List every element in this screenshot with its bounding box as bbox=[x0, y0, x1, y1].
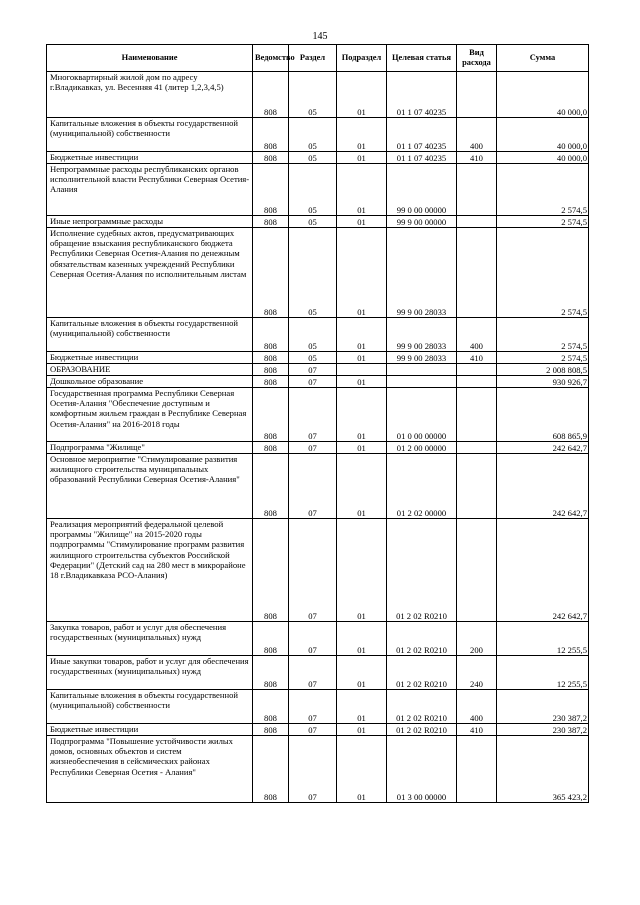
cell-name: Государственная программа Республики Северная Осетия-Алания "Обеспечение доступным и комфортным жильем граждан в Республике Северная Осетия-Алания" на 2016-2018 годы bbox=[47, 388, 253, 442]
cell-section: 07 bbox=[289, 736, 337, 803]
cell-section: 07 bbox=[289, 388, 337, 442]
cell-name: Бюджетные инвестиции bbox=[47, 152, 253, 164]
cell-subsection: 01 bbox=[337, 164, 387, 216]
page-number: 145 bbox=[312, 31, 328, 42]
cell-target: 01 1 07 40235 bbox=[387, 152, 457, 164]
cell-exp-type bbox=[457, 376, 497, 388]
cell-name: ОБРАЗОВАНИЕ bbox=[47, 364, 253, 376]
cell-target: 01 3 00 00000 bbox=[387, 736, 457, 803]
cell-amount: 230 387,2 bbox=[497, 690, 589, 724]
cell-exp-type: 400 bbox=[457, 118, 497, 152]
table-row bbox=[47, 442, 589, 454]
cell-amount: 242 642,7 bbox=[497, 454, 589, 519]
cell-exp-type bbox=[457, 216, 497, 228]
cell-target: 01 2 02 00000 bbox=[387, 454, 457, 519]
cell-exp-type: 400 bbox=[457, 318, 497, 352]
cell-target bbox=[387, 376, 457, 388]
cell-subsection: 01 bbox=[337, 118, 387, 152]
cell-name: Подпрограмма "Повышение устойчивости жилых домов, основных объектов и систем жизнеобеспечения в сейсмических районах Республики Северная Осетия - Алания" bbox=[47, 736, 253, 803]
table-row bbox=[47, 724, 589, 736]
cell-amount: 2 574,5 bbox=[497, 318, 589, 352]
cell-target: 99 9 00 00000 bbox=[387, 216, 457, 228]
cell-amount: 242 642,7 bbox=[497, 442, 589, 454]
cell-dept: 808 bbox=[253, 736, 289, 803]
cell-target: 01 2 02 R0210 bbox=[387, 656, 457, 690]
table-row bbox=[47, 656, 589, 690]
cell-amount: 242 642,7 bbox=[497, 519, 589, 622]
cell-section: 05 bbox=[289, 118, 337, 152]
cell-dept: 808 bbox=[253, 318, 289, 352]
cell-subsection: 01 bbox=[337, 216, 387, 228]
cell-subsection: 01 bbox=[337, 736, 387, 803]
cell-subsection: 01 bbox=[337, 519, 387, 622]
cell-subsection: 01 bbox=[337, 376, 387, 388]
cell-section: 07 bbox=[289, 690, 337, 724]
cell-dept: 808 bbox=[253, 519, 289, 622]
cell-name: Капитальные вложения в объекты государственной (муниципальной) собственности bbox=[47, 118, 253, 152]
cell-dept: 808 bbox=[253, 442, 289, 454]
table-row bbox=[47, 364, 589, 376]
cell-amount: 12 255,5 bbox=[497, 656, 589, 690]
cell-exp-type bbox=[457, 519, 497, 622]
cell-target: 01 2 02 R0210 bbox=[387, 724, 457, 736]
table-row bbox=[47, 72, 589, 118]
cell-exp-type bbox=[457, 164, 497, 216]
column-header-amount: Сумма bbox=[497, 45, 589, 72]
table-row bbox=[47, 519, 589, 622]
table-row bbox=[47, 388, 589, 442]
cell-subsection: 01 bbox=[337, 152, 387, 164]
cell-dept: 808 bbox=[253, 352, 289, 364]
cell-subsection: 01 bbox=[337, 690, 387, 724]
cell-dept: 808 bbox=[253, 622, 289, 656]
cell-subsection: 01 bbox=[337, 724, 387, 736]
cell-name: Подпрограмма "Жилище" bbox=[47, 442, 253, 454]
cell-target: 01 2 02 R0210 bbox=[387, 622, 457, 656]
cell-amount: 230 387,2 bbox=[497, 724, 589, 736]
cell-subsection: 01 bbox=[337, 228, 387, 318]
cell-dept: 808 bbox=[253, 364, 289, 376]
cell-target: 99 0 00 00000 bbox=[387, 164, 457, 216]
cell-target: 99 9 00 28033 bbox=[387, 352, 457, 364]
cell-exp-type: 410 bbox=[457, 152, 497, 164]
cell-subsection: 01 bbox=[337, 622, 387, 656]
cell-target: 01 1 07 40235 bbox=[387, 72, 457, 118]
cell-subsection: 01 bbox=[337, 352, 387, 364]
cell-subsection: 01 bbox=[337, 318, 387, 352]
cell-section: 07 bbox=[289, 656, 337, 690]
column-header-target: Целевая статья bbox=[387, 45, 457, 72]
table-row bbox=[47, 736, 589, 803]
cell-exp-type bbox=[457, 442, 497, 454]
table-row bbox=[47, 376, 589, 388]
cell-dept: 808 bbox=[253, 118, 289, 152]
cell-amount: 40 000,0 bbox=[497, 118, 589, 152]
table-row bbox=[47, 152, 589, 164]
cell-name: Непрограммные расходы республиканских органов исполнительной власти Республики Северная Осетия-Алания bbox=[47, 164, 253, 216]
cell-section: 05 bbox=[289, 152, 337, 164]
cell-exp-type: 410 bbox=[457, 352, 497, 364]
cell-section: 05 bbox=[289, 228, 337, 318]
cell-subsection: 01 bbox=[337, 442, 387, 454]
cell-dept: 808 bbox=[253, 388, 289, 442]
cell-target: 01 0 00 00000 bbox=[387, 388, 457, 442]
cell-target bbox=[387, 364, 457, 376]
cell-amount: 2 574,5 bbox=[497, 352, 589, 364]
cell-exp-type: 240 bbox=[457, 656, 497, 690]
cell-amount: 12 255,5 bbox=[497, 622, 589, 656]
cell-target: 01 2 00 00000 bbox=[387, 442, 457, 454]
cell-amount: 608 865,9 bbox=[497, 388, 589, 442]
cell-dept: 808 bbox=[253, 376, 289, 388]
cell-section: 07 bbox=[289, 376, 337, 388]
cell-amount: 930 926,7 bbox=[497, 376, 589, 388]
cell-section: 05 bbox=[289, 72, 337, 118]
cell-exp-type bbox=[457, 454, 497, 519]
cell-dept: 808 bbox=[253, 656, 289, 690]
cell-dept: 808 bbox=[253, 454, 289, 519]
cell-subsection bbox=[337, 364, 387, 376]
cell-amount: 2 574,5 bbox=[497, 228, 589, 318]
cell-dept: 808 bbox=[253, 216, 289, 228]
cell-name: Капитальные вложения в объекты государственной (муниципальной) собственности bbox=[47, 690, 253, 724]
cell-exp-type bbox=[457, 72, 497, 118]
cell-section: 07 bbox=[289, 724, 337, 736]
cell-subsection: 01 bbox=[337, 454, 387, 519]
column-header-dept: Ведомство bbox=[253, 45, 289, 72]
cell-target: 99 9 00 28033 bbox=[387, 228, 457, 318]
cell-exp-type: 400 bbox=[457, 690, 497, 724]
cell-amount: 40 000,0 bbox=[497, 152, 589, 164]
cell-section: 05 bbox=[289, 318, 337, 352]
cell-section: 07 bbox=[289, 622, 337, 656]
cell-section: 05 bbox=[289, 164, 337, 216]
cell-amount: 2 574,5 bbox=[497, 216, 589, 228]
cell-dept: 808 bbox=[253, 164, 289, 216]
cell-target: 01 1 07 40235 bbox=[387, 118, 457, 152]
cell-target: 01 2 02 R0210 bbox=[387, 690, 457, 724]
cell-name: Иные закупки товаров, работ и услуг для обеспечения государственных (муниципальных) нужд bbox=[47, 656, 253, 690]
cell-subsection: 01 bbox=[337, 72, 387, 118]
table-row bbox=[47, 216, 589, 228]
cell-dept: 808 bbox=[253, 724, 289, 736]
budget-table-body bbox=[47, 72, 589, 803]
cell-amount: 40 000,0 bbox=[497, 72, 589, 118]
cell-section: 05 bbox=[289, 216, 337, 228]
cell-exp-type bbox=[457, 228, 497, 318]
cell-name: Закупка товаров, работ и услуг для обеспечения государственных (муниципальных) нужд bbox=[47, 622, 253, 656]
table-row bbox=[47, 690, 589, 724]
cell-name: Капитальные вложения в объекты государственной (муниципальной) собственности bbox=[47, 318, 253, 352]
cell-exp-type bbox=[457, 364, 497, 376]
cell-section: 07 bbox=[289, 442, 337, 454]
cell-section: 07 bbox=[289, 519, 337, 622]
cell-section: 05 bbox=[289, 352, 337, 364]
table-row bbox=[47, 118, 589, 152]
cell-subsection: 01 bbox=[337, 656, 387, 690]
table-row bbox=[47, 454, 589, 519]
cell-subsection: 01 bbox=[337, 388, 387, 442]
table-header-row bbox=[47, 45, 589, 72]
cell-exp-type bbox=[457, 388, 497, 442]
table-row bbox=[47, 352, 589, 364]
cell-amount: 365 423,2 bbox=[497, 736, 589, 803]
cell-exp-type: 410 bbox=[457, 724, 497, 736]
cell-amount: 2 574,5 bbox=[497, 164, 589, 216]
column-header-section: Раздел bbox=[289, 45, 337, 72]
cell-name: Иные непрограммные расходы bbox=[47, 216, 253, 228]
cell-section: 07 bbox=[289, 364, 337, 376]
budget-table bbox=[46, 44, 589, 803]
column-header-exp-type: Вид расхода bbox=[457, 45, 497, 72]
cell-name: Реализация мероприятий федеральной целевой программы "Жилище" на 2015-2020 годы подпрограммы "Стимулирование программ развития жилищного строительства субъектов Российской Федерации" (Детский сад на 280 мест в микрорайоне 18 г.Владикавказа РСО-Алания) bbox=[47, 519, 253, 622]
cell-exp-type bbox=[457, 736, 497, 803]
cell-name: Многоквартирный жилой дом по адресу г.Владикавказ, ул. Весенняя 41 (литер 1,2,3,4,5) bbox=[47, 72, 253, 118]
column-header-subsection: Подраздел bbox=[337, 45, 387, 72]
column-header-name: Наименование bbox=[47, 45, 253, 72]
table-row bbox=[47, 164, 589, 216]
table-row bbox=[47, 228, 589, 318]
cell-name: Дошкольное образование bbox=[47, 376, 253, 388]
cell-section: 07 bbox=[289, 454, 337, 519]
cell-dept: 808 bbox=[253, 228, 289, 318]
cell-dept: 808 bbox=[253, 72, 289, 118]
cell-exp-type: 200 bbox=[457, 622, 497, 656]
cell-name: Бюджетные инвестиции bbox=[47, 352, 253, 364]
cell-target: 99 9 00 28033 bbox=[387, 318, 457, 352]
cell-target: 01 2 02 R0210 bbox=[387, 519, 457, 622]
cell-name: Бюджетные инвестиции bbox=[47, 724, 253, 736]
cell-name: Исполнение судебных актов, предусматривающих обращение взыскания республиканского бюджета Республики Северная Осетия-Алания по денежным обязательствам казенных учреждений Республики Северная Осетия-Алания по исполнительным листам bbox=[47, 228, 253, 318]
cell-name: Основное мероприятие "Стимулирование развития жилищного строительства муниципальных образований Республики Северная Осетия-Алания" bbox=[47, 454, 253, 519]
cell-amount: 2 008 808,5 bbox=[497, 364, 589, 376]
cell-dept: 808 bbox=[253, 152, 289, 164]
table-row bbox=[47, 318, 589, 352]
table-row bbox=[47, 622, 589, 656]
cell-dept: 808 bbox=[253, 690, 289, 724]
